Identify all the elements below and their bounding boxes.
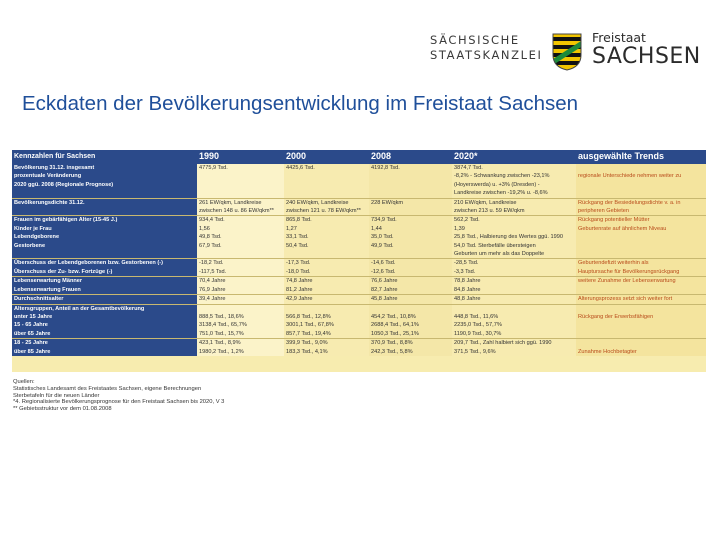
value-cell: Landkreise zwischen -19,2% u. -8,6% [452,189,576,198]
value-cell [197,181,284,189]
value-cell: 857,7 Tsd., 19,4% [284,330,369,339]
table-row [12,330,706,339]
table-row [12,181,706,189]
value-cell: Geburten um mehr als das Doppelte [452,250,576,259]
demographics-table-container [12,150,706,372]
trend-cell: Alterungsprozess setzt sich weiter fort [576,295,706,304]
row-label-cell: Lebendgeborene [12,233,197,241]
value-cell: 48,8 Jahre [452,295,576,304]
value-cell: zwischen 213 u. 59 EW/qkm [452,207,576,216]
table-row [12,268,706,277]
trend-cell: peripheren Gebieten [576,207,706,216]
table-row [12,225,706,233]
row-label-cell [12,250,197,259]
value-cell: 25,8 Tsd., Halbierung des Wertes ggü. 1990 [452,233,576,241]
sources-block [13,379,224,413]
value-cell: 1,27 [284,225,369,233]
trend-cell [576,250,706,259]
table-row [12,295,706,304]
trend-cell [576,242,706,250]
value-cell: 448,8 Tsd., 11,6% [452,313,576,321]
table-row [12,259,706,268]
column-header: Kennzahlen für Sachsen [12,150,197,164]
trend-cell: Geburtenrate auf ähnlichem Niveau [576,225,706,233]
row-label-cell: Kinder je Frau [12,225,197,233]
column-header: ausgewählte Trends [576,150,706,164]
trend-cell: regionale Unterschiede nehmen weiter zu [576,172,706,180]
value-cell [197,304,284,313]
table-row [12,207,706,216]
value-cell: 566,8 Tsd., 12,8% [284,313,369,321]
row-label-cell: Lebenserwartung Männer [12,277,197,286]
trend-cell: Zunahme Hochbetagter [576,348,706,356]
trend-cell [576,189,706,198]
row-label-cell: unter 15 Jahre [12,313,197,321]
value-cell: 228 EW/qkm [369,198,452,207]
value-cell: 81,2 Jahre [284,286,369,295]
value-cell: 76,6 Jahre [369,277,452,286]
row-label-cell: 15 - 65 Jahre [12,321,197,329]
value-cell [369,250,452,259]
value-cell: -8,2% - Schwankung zwischen -23,1% [452,172,576,180]
table-row [12,304,706,313]
row-label-cell: 2020 ggü. 2008 (Regionale Prognose) [12,181,197,189]
value-cell: 84,8 Jahre [452,286,576,295]
value-cell: 423,1 Tsd., 8,9% [197,339,284,348]
value-cell: 454,2 Tsd., 10,8% [369,313,452,321]
trend-cell [576,233,706,241]
page-title: Eckdaten der Bevölkerungsentwicklung im Freistaat Sachsen [22,92,579,115]
value-cell: 33,1 Tsd. [284,233,369,241]
value-cell: (Hoyerswerda) u. +3% (Dresden) - [452,181,576,189]
table-row [12,164,706,172]
source-line: Sterbetafeln für die neuen Länder [13,392,100,399]
row-label-cell [12,207,197,216]
trend-cell [576,339,706,348]
value-cell: -18,2 Tsd. [197,259,284,268]
value-cell: 240 EW/qkm, Landkreise [284,198,369,207]
value-cell: -18,0 Tsd. [284,268,369,277]
value-cell: 751,0 Tsd., 15,7% [197,330,284,339]
value-cell: 78,8 Jahre [452,277,576,286]
value-cell: 45,8 Jahre [369,295,452,304]
value-cell: 1190,9 Tsd., 30,7% [452,330,576,339]
trend-cell [576,286,706,295]
trend-cell [576,330,706,339]
value-cell: 3001,1 Tsd., 67,8% [284,321,369,329]
trend-cell [576,164,706,172]
row-label-cell: Frauen im gebärfähigen Alter (15-45 J.) [12,216,197,225]
value-cell [284,189,369,198]
value-cell: 242,3 Tsd., 5,8% [369,348,452,356]
value-cell: 35,0 Tsd. [369,233,452,241]
value-cell: 1,39 [452,225,576,233]
table-header-row [12,150,706,164]
row-label-cell: über 85 Jahre [12,348,197,356]
trend-cell: Geburtendefizit weiterhin als [576,259,706,268]
value-cell: 4775,9 Tsd. [197,164,284,172]
value-cell: 183,3 Tsd., 4,1% [284,348,369,356]
value-cell [284,172,369,180]
value-cell: 1050,3 Tsd., 25,1% [369,330,452,339]
ministry-logo-text [430,33,542,63]
value-cell [197,172,284,180]
value-cell: 371,5 Tsd., 9,6% [452,348,576,356]
value-cell: 370,9 Tsd., 8,8% [369,339,452,348]
source-line: *4. Regionalisierte Bevölkerungsprognose für den Freistaat Sachsen bis 2020, V 3 [13,399,225,406]
value-cell: 865,8 Tsd. [284,216,369,225]
row-label-cell: Überschuss der Zu- bzw. Fortzüge (-) [12,268,197,277]
value-cell: 67,9 Tsd. [197,242,284,250]
demographics-table [12,150,706,356]
row-label-cell: prozentuale Veränderung [12,172,197,180]
freistaat-sachsen-logo [592,31,701,69]
table-row [12,321,706,329]
table-row [12,286,706,295]
value-cell: -14,6 Tsd. [369,259,452,268]
table-row [12,216,706,225]
value-cell: -28,5 Tsd. [452,259,576,268]
column-header: 2020* [452,150,576,164]
value-cell: 49,8 Tsd. [197,233,284,241]
row-label-cell: Bevölkerung 31.12. insgesamt [12,164,197,172]
value-cell: 209,7 Tsd., Zahl halbiert sich ggü. 1990 [452,339,576,348]
table-row [12,198,706,207]
trend-cell: Hauptursache für Bevölkerungsrückgang [576,268,706,277]
trend-cell [576,321,706,329]
brand-line-2: SACHSEN [592,44,701,69]
value-cell [369,304,452,313]
value-cell: zwischen 121 u. 78 EW/qkm** [284,207,369,216]
row-label-cell [12,189,197,198]
value-cell: 4192,8 Tsd. [369,164,452,172]
value-cell [369,189,452,198]
value-cell [452,304,576,313]
value-cell: 4425,6 Tsd. [284,164,369,172]
value-cell [369,181,452,189]
value-cell: -17,3 Tsd. [284,259,369,268]
value-cell: 210 EW/qkm, Landkreise [452,198,576,207]
table-row [12,277,706,286]
table-row [12,313,706,321]
ministry-line-2: STAATSKANZLEI [430,48,543,62]
value-cell: 562,2 Tsd. [452,216,576,225]
column-header: 2000 [284,150,369,164]
value-cell [284,250,369,259]
table-row [12,250,706,259]
value-cell: 74,8 Jahre [284,277,369,286]
column-header: 2008 [369,150,452,164]
value-cell: 39,4 Jahre [197,295,284,304]
value-cell: 734,9 Tsd. [369,216,452,225]
row-label-cell: Altersgruppen, Anteil an der Gesamtbevölkerung [12,304,197,313]
value-cell: 82,7 Jahre [369,286,452,295]
row-label-cell: Überschuss der Lebendgeborenen bzw. Gestorbenen (-) [12,259,197,268]
value-cell: 70,4 Jahre [197,277,284,286]
value-cell: 54,0 Tsd. Sterbefälle übersteigen [452,242,576,250]
source-line: ** Gebietsstruktur vor dem 01.08.2008 [13,406,112,413]
table-row [12,172,706,180]
value-cell [197,250,284,259]
trend-cell: Rückgang der Besiedelungsdichte v. a. in [576,198,706,207]
value-cell: 3138,4 Tsd., 65,7% [197,321,284,329]
value-cell: zwischen 148 u. 86 EW/qkm** [197,207,284,216]
value-cell [197,189,284,198]
value-cell: 3874,7 Tsd. [452,164,576,172]
table-row [12,339,706,348]
value-cell: -3,3 Tsd. [452,268,576,277]
value-cell: 1,56 [197,225,284,233]
source-line: Quellen: [13,379,35,385]
value-cell [369,172,452,180]
value-cell: 42,9 Jahre [284,295,369,304]
row-label-cell: Gestorbene [12,242,197,250]
ministry-line-1: SÄCHSISCHE [430,33,520,47]
trend-cell [576,304,706,313]
row-label-cell: 18 - 25 Jahre [12,339,197,348]
row-label-cell: über 65 Jahre [12,330,197,339]
table-row [12,189,706,198]
value-cell [284,304,369,313]
value-cell: 76,9 Jahre [197,286,284,295]
value-cell: -117,5 Tsd. [197,268,284,277]
value-cell: 399,9 Tsd., 9,0% [284,339,369,348]
row-label-cell: Bevölkerungsdichte 31.12. [12,198,197,207]
table-row [12,233,706,241]
brand-line-1: Freistaat [592,30,646,45]
value-cell: -12,6 Tsd. [369,268,452,277]
table-row [12,348,706,356]
value-cell: 261 EW/qkm, Landkreise [197,198,284,207]
row-label-cell: Lebenserwartung Frauen [12,286,197,295]
value-cell: 2235,0 Tsd., 57,7% [452,321,576,329]
value-cell: 50,4 Tsd. [284,242,369,250]
row-label-cell: Durchschnittsalter [12,295,197,304]
value-cell: 49,9 Tsd. [369,242,452,250]
source-line: Statistisches Landesamt des Freistaates Sachsen, eigene Berechnungen [13,385,202,392]
trend-cell: Rückgang der Erwerbsfähigen [576,313,706,321]
table-row [12,242,706,250]
value-cell: 2688,4 Tsd., 64,1% [369,321,452,329]
trend-cell: Rückgang potentieller Mütter [576,216,706,225]
value-cell: 934,4 Tsd. [197,216,284,225]
value-cell [369,207,452,216]
column-header: 1990 [197,150,284,164]
value-cell: 1,44 [369,225,452,233]
saxony-coat-of-arms-icon [552,33,582,71]
value-cell: 1980,2 Tsd., 1,2% [197,348,284,356]
trend-cell: weitere Zunahme der Lebenserwartung [576,277,706,286]
value-cell: 888,5 Tsd., 18,6% [197,313,284,321]
value-cell [284,181,369,189]
trend-cell [576,181,706,189]
